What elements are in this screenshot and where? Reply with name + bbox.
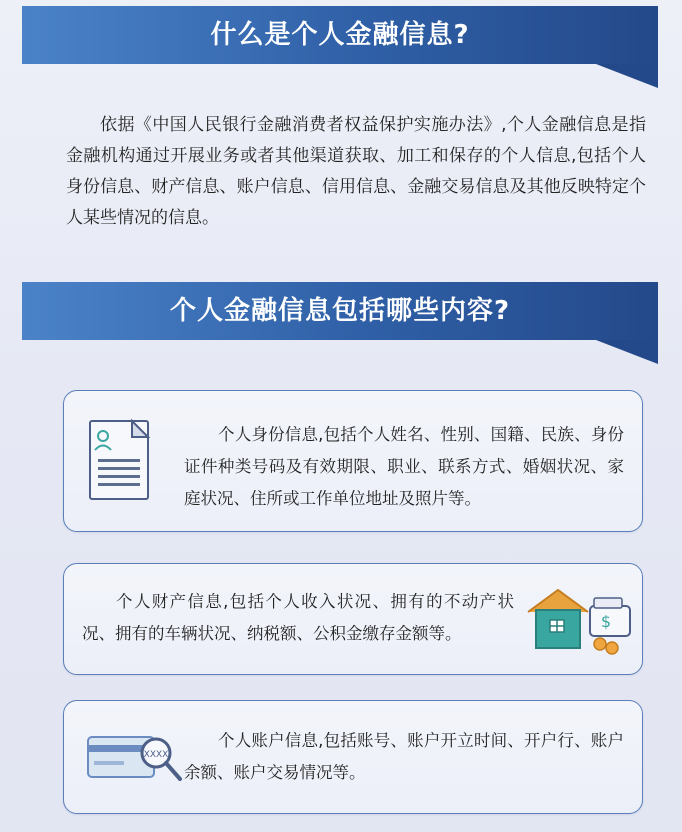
section1-banner (22, 6, 658, 64)
card-magnifier-icon (84, 727, 184, 789)
house-wallet-icon (526, 584, 634, 658)
id-document-icon (86, 417, 156, 505)
card-property-text: 个人财产信息,包括个人收入状况、拥有的不动产状况、拥有的车辆状况、纳税额、公积金缴存金额等。 (82, 592, 514, 643)
card-account (63, 700, 643, 814)
card-identity-text: 个人身份信息,包括个人姓名、性别、国籍、民族、身份证件种类号码及有效期限、职业、联系方式、婚姻状况、家庭状况、住所或工作单位地址及照片等。 (184, 425, 624, 508)
section2-banner (22, 282, 658, 340)
section1-title: 什么是个人金融信息? (210, 20, 470, 50)
card-identity (63, 390, 643, 532)
section2-title: 个人金融信息包括哪些内容? (169, 296, 511, 326)
section2-banner-tail (596, 340, 658, 364)
card-property (63, 563, 643, 675)
section1-paragraph: 依据《中国人民银行金融消费者权益保护实施办法》,个人金融信息是指金融机构通过开展业务或者其他渠道获取、加工和保存的个人信息,包括个人身份信息、财产信息、账户信息、信用信息、金融交易信息及其他反映特定个人某些情况的信息。 (66, 115, 646, 228)
card-number-mask: XXXX (143, 750, 169, 760)
svg-text:$: $ (600, 612, 612, 631)
card-account-text: 个人账户信息,包括账号、账户开立时间、开户行、账户余额、账户交易情况等。 (184, 731, 624, 782)
section1-banner-tail (596, 64, 658, 88)
